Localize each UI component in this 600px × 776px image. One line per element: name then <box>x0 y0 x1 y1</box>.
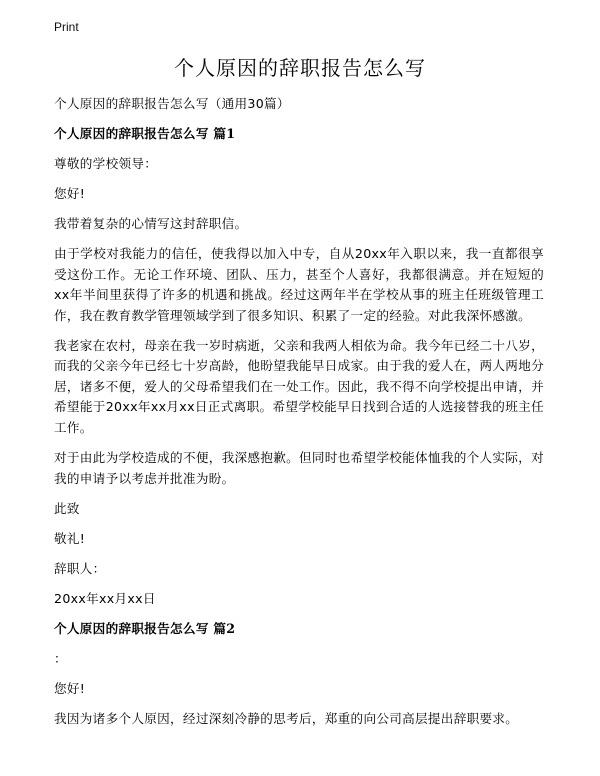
article-1-paragraph: 我老家在农村，母亲在我一岁时病逝，父亲和我两人相依为命。我今年已经二十八岁，而我的父亲今年已经七十岁高龄，他盼望我能早日成家。由于我的爱人在，两人两地分居，诸多不便，爱人的父母希望我们在一处工作。因此，我不得不向学校提出申请，并希望能于20xx年xx月xx日正式离职。希望学校能早日找到合适的人选接替我的班主任工作。 <box>54 337 544 436</box>
article-2-paragraph: 我因为诸多个人原因，经过深刻冷静的思考后，郑重的向公司高层提出辞职要求。 <box>54 710 519 726</box>
article-1-paragraph: 我带着复杂的心情写这封辞职信。 <box>54 215 248 231</box>
document-title: 个人原因的辞职报告怎么写 <box>174 56 426 80</box>
article-1-heading: 个人原因的辞职报告怎么写 篇1 <box>54 125 236 141</box>
article-1-closing: 此致 <box>54 500 80 516</box>
article-1-date: 20xx年xx月xx日 <box>54 590 156 606</box>
article-1-paragraph: 由于学校对我能力的信任，使我得以加入中专，自从20xx年入职以来，我一直都很享受这份工作。无论工作环境、团队、压力，甚至个人喜好，我都很满意。并在短短的xx年半间里获得了许多的机遇和挑战。经过这两年半在学校从事的班主任班级管理工作，我在教育教学管理领域学到了很多知识、积累了一定的经验。对此我深怀感激。 <box>54 245 544 323</box>
article-2-heading: 个人原因的辞职报告怎么写 篇2 <box>54 620 236 636</box>
print-link[interactable]: Print <box>54 20 79 34</box>
article-2-greeting: 您好! <box>54 680 86 696</box>
article-2-salutation: ： <box>54 650 67 666</box>
document-subtitle: 个人原因的辞职报告怎么写（通用30篇） <box>54 96 290 111</box>
article-1-paragraph: 对于由此为学校造成的不便，我深感抱歉。但同时也希望学校能体恤我的个人实际，对我的申请予以考虑并批准为盼。 <box>54 450 544 486</box>
article-1-salutation: 尊敬的学校领导： <box>54 155 158 171</box>
article-1-signature: 辞职人： <box>54 560 106 576</box>
article-1-greeting: 您好! <box>54 185 86 201</box>
document-body <box>54 94 544 739</box>
article-1-closing: 敬礼! <box>54 530 86 546</box>
